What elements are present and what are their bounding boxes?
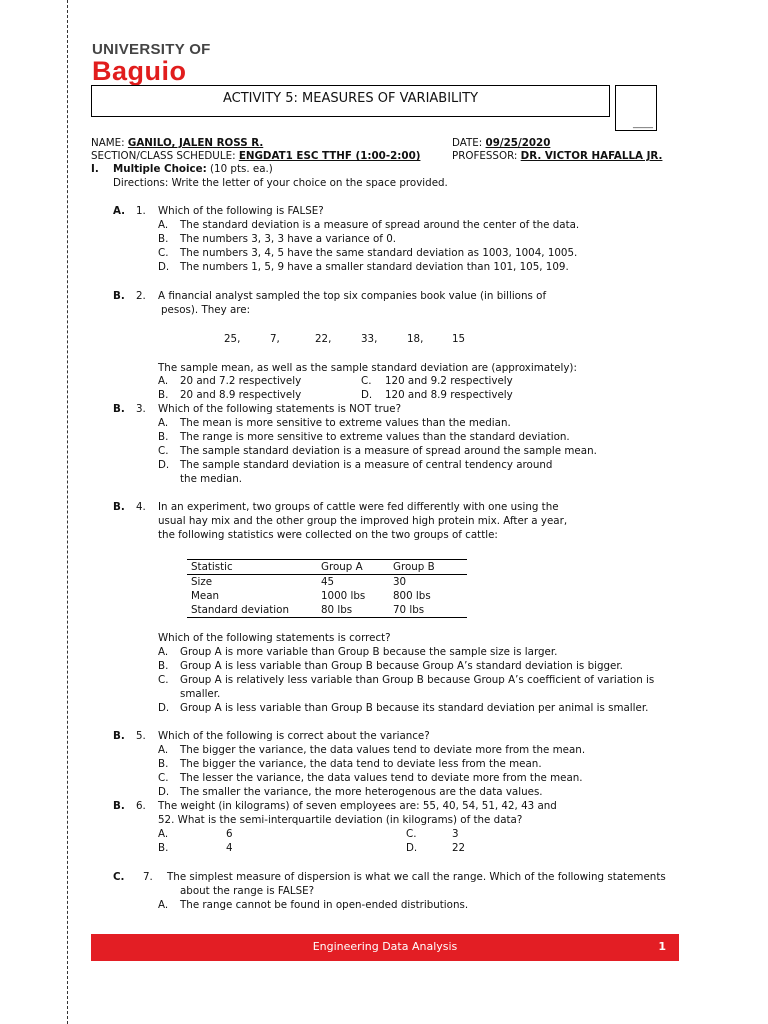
q5-opt-letter: D. <box>158 786 170 798</box>
part-number: I. <box>91 163 99 175</box>
q2-opt-letter: B. <box>158 389 169 401</box>
q2-opt-letter: C. <box>361 375 372 387</box>
title-box <box>91 85 610 117</box>
q7-text: The simplest measure of dispersion is what we call the range. Which of the following statements <box>167 871 666 883</box>
table-cell: 70 lbs <box>389 603 467 618</box>
q2-opt-text: 20 and 7.2 respectively <box>180 375 302 387</box>
q3-opt-letter: B. <box>158 431 169 443</box>
table-cell: 800 lbs <box>393 590 431 602</box>
q5-num: 5. <box>136 730 146 742</box>
q5-opt-text: The bigger the variance, the data values tend to deviate more from the mean. <box>180 744 586 756</box>
professor-row <box>452 150 662 163</box>
q2-opt-letter: D. <box>361 389 373 401</box>
q2-opt-text: 120 and 9.2 respectively <box>385 375 513 387</box>
q6-text: The weight (in kilograms) of seven employees are: 55, 40, 54, 51, 42, 43 and <box>158 800 557 812</box>
q2-value: 33, <box>361 333 378 345</box>
directions: Directions: Write the letter of your choice on the space provided. <box>113 177 448 189</box>
q7-text: about the range is FALSE? <box>180 885 315 897</box>
q4-opt-text: Group A is relatively less variable than Group B because Group A’s coefficient of variation is <box>180 674 655 686</box>
logo-line1: UNIVERSITY OF <box>92 41 211 58</box>
q4-text: usual hay mix and the other group the improved high protein mix. After a year, <box>158 515 568 527</box>
q4-opt-letter: A. <box>158 646 169 658</box>
q7-num: 7. <box>143 871 153 883</box>
table-cell: Mean <box>191 590 220 602</box>
name-row <box>91 137 263 150</box>
q3-opt-text: The range is more sensitive to extreme values than the standard deviation. <box>180 431 570 443</box>
q1-opt-text: The numbers 3, 3, 3 have a variance of 0. <box>180 233 397 245</box>
q1-opt-letter: C. <box>158 247 169 259</box>
q1-opt-letter: B. <box>158 233 169 245</box>
q1-num: 1. <box>136 205 146 217</box>
table-header-row <box>187 560 467 575</box>
table-header: Statistic <box>187 560 317 575</box>
q7-opt-letter: A. <box>158 899 169 911</box>
q2-opt-text: 20 and 8.9 respectively <box>180 389 302 401</box>
margin-cut-line <box>67 0 68 1024</box>
q2-value: 7, <box>270 333 280 345</box>
q1-opt-letter: D. <box>158 261 170 273</box>
q2-value: 25, <box>224 333 241 345</box>
q4-opt-letter: C. <box>158 674 169 686</box>
q6-opt-letter: A. <box>158 828 169 840</box>
name-label: NAME: <box>91 137 125 149</box>
q6-num: 6. <box>136 800 146 812</box>
table-cell: Standard deviation <box>187 603 317 618</box>
q2-opt-letter: A. <box>158 375 169 387</box>
table-cell: Size <box>191 576 213 588</box>
q6-opt-value: 22 <box>452 842 466 854</box>
q1-text: Which of the following is FALSE? <box>158 205 324 217</box>
table-cell: 80 lbs <box>317 603 389 618</box>
q4-answer: B. <box>113 501 125 513</box>
footer-bar <box>91 934 679 961</box>
q4-question: Which of the following statements is correct? <box>158 632 391 644</box>
table-row <box>187 589 467 603</box>
name-value: GANILO, JALEN ROSS R. <box>127 137 264 149</box>
date-row <box>452 137 550 150</box>
q2-value: 18, <box>407 333 424 345</box>
table-row <box>187 575 467 590</box>
q2-num: 2. <box>136 290 146 302</box>
q2-text: A financial analyst sampled the top six companies book value (in billions of <box>158 290 547 302</box>
q7-opt-text: The range cannot be found in open-ended distributions. <box>180 899 469 911</box>
q4-num: 4. <box>136 501 146 513</box>
date-value: 09/25/2020 <box>485 137 551 149</box>
q5-opt-text: The bigger the variance, the data tend to deviate less from the mean. <box>180 758 542 770</box>
q4-opt-text: Group A is less variable than Group B because its standard deviation per animal is smaller. <box>180 702 649 714</box>
q5-opt-text: The lesser the variance, the data values tend to deviate more from the mean. <box>180 772 583 784</box>
q2-value: 22, <box>315 333 332 345</box>
q2-value: 15 <box>452 333 466 345</box>
q3-opt-text: The mean is more sensitive to extreme values than the median. <box>180 417 511 429</box>
footer-title: Engineering Data Analysis <box>312 940 458 953</box>
q3-opt-letter: A. <box>158 417 169 429</box>
score-mark: _____ <box>633 119 653 128</box>
q3-opt-letter: D. <box>158 459 170 471</box>
q2-opt-text: 120 and 8.9 respectively <box>385 389 513 401</box>
activity-title: ACTIVITY 5: MEASURES OF VARIABILITY <box>222 91 479 106</box>
professor-value: DR. VICTOR HAFALLA JR. <box>520 150 663 162</box>
part-points: (10 pts. ea.) <box>210 163 273 175</box>
q4-opt-text-cont: smaller. <box>180 688 221 700</box>
q6-opt-letter: B. <box>158 842 169 854</box>
q4-opt-letter: B. <box>158 660 169 672</box>
q4-opt-text: Group A is more variable than Group B because the sample size is larger. <box>180 646 558 658</box>
logo-line2: Baguio <box>92 56 187 86</box>
q3-opt-text-cont: the median. <box>180 473 243 485</box>
q5-opt-text: The smaller the variance, the more heterogenous are the data values. <box>180 786 543 798</box>
part-title: Multiple Choice: <box>113 163 207 175</box>
q2-text: pesos). They are: <box>161 304 251 316</box>
q1-answer: A. <box>113 205 126 217</box>
q3-answer: B. <box>113 403 125 415</box>
q2-answer: B. <box>113 290 125 302</box>
q6-answer: B. <box>113 800 125 812</box>
q6-opt-letter: D. <box>406 842 418 854</box>
q7-answer: C. <box>113 871 125 883</box>
table-cell: 30 <box>393 576 407 588</box>
q4-text: In an experiment, two groups of cattle were fed differently with one using the <box>158 501 559 513</box>
q6-opt-value: 4 <box>226 842 233 854</box>
q1-opt-text: The numbers 1, 5, 9 have a smaller standard deviation than 101, 105, 109. <box>180 261 569 273</box>
table-row <box>187 603 467 618</box>
q5-opt-letter: C. <box>158 772 169 784</box>
table-header: Group A <box>317 560 389 575</box>
q1-opt-text: The standard deviation is a measure of spread around the center of the data. <box>180 219 580 231</box>
q6-opt-value: 6 <box>226 828 233 840</box>
part-title-row <box>113 163 273 176</box>
q1-opt-text: The numbers 3, 4, 5 have the same standard deviation as 1003, 1004, 1005. <box>180 247 578 259</box>
cattle-stats-table <box>187 559 467 618</box>
q5-text: Which of the following is correct about the variance? <box>158 730 430 742</box>
q1-opt-letter: A. <box>158 219 169 231</box>
score-box <box>615 85 657 131</box>
section-label: SECTION/CLASS SCHEDULE: <box>91 150 236 162</box>
q3-opt-letter: C. <box>158 445 169 457</box>
section-row <box>91 150 420 163</box>
q4-text: the following statistics were collected on the two groups of cattle: <box>158 529 498 541</box>
table-cell: 45 <box>321 576 335 588</box>
q5-opt-letter: B. <box>158 758 169 770</box>
q5-opt-letter: A. <box>158 744 169 756</box>
table-header: Group B <box>389 560 467 575</box>
q3-num: 3. <box>136 403 146 415</box>
table-cell: 1000 lbs <box>321 590 366 602</box>
q3-opt-text: The sample standard deviation is a measure of central tendency around <box>180 459 553 471</box>
q3-opt-text: The sample standard deviation is a measure of spread around the sample mean. <box>180 445 597 457</box>
q4-opt-letter: D. <box>158 702 170 714</box>
professor-label: PROFESSOR: <box>452 150 518 162</box>
date-label: DATE: <box>452 137 483 149</box>
q5-answer: B. <box>113 730 125 742</box>
q6-opt-value: 3 <box>452 828 459 840</box>
q6-text: 52. What is the semi-interquartile deviation (in kilograms) of the data? <box>158 814 523 826</box>
page-number: 1 <box>658 940 666 953</box>
q2-text: The sample mean, as well as the sample standard deviation are (approximately): <box>158 362 577 374</box>
q4-opt-text: Group A is less variable than Group B because Group A’s standard deviation is bigger. <box>180 660 623 672</box>
section-value: ENGDAT1 ESC TTHF (1:00-2:00) <box>238 150 421 162</box>
q6-opt-letter: C. <box>406 828 417 840</box>
q3-text: Which of the following statements is NOT true? <box>158 403 402 415</box>
university-logo <box>92 42 211 84</box>
